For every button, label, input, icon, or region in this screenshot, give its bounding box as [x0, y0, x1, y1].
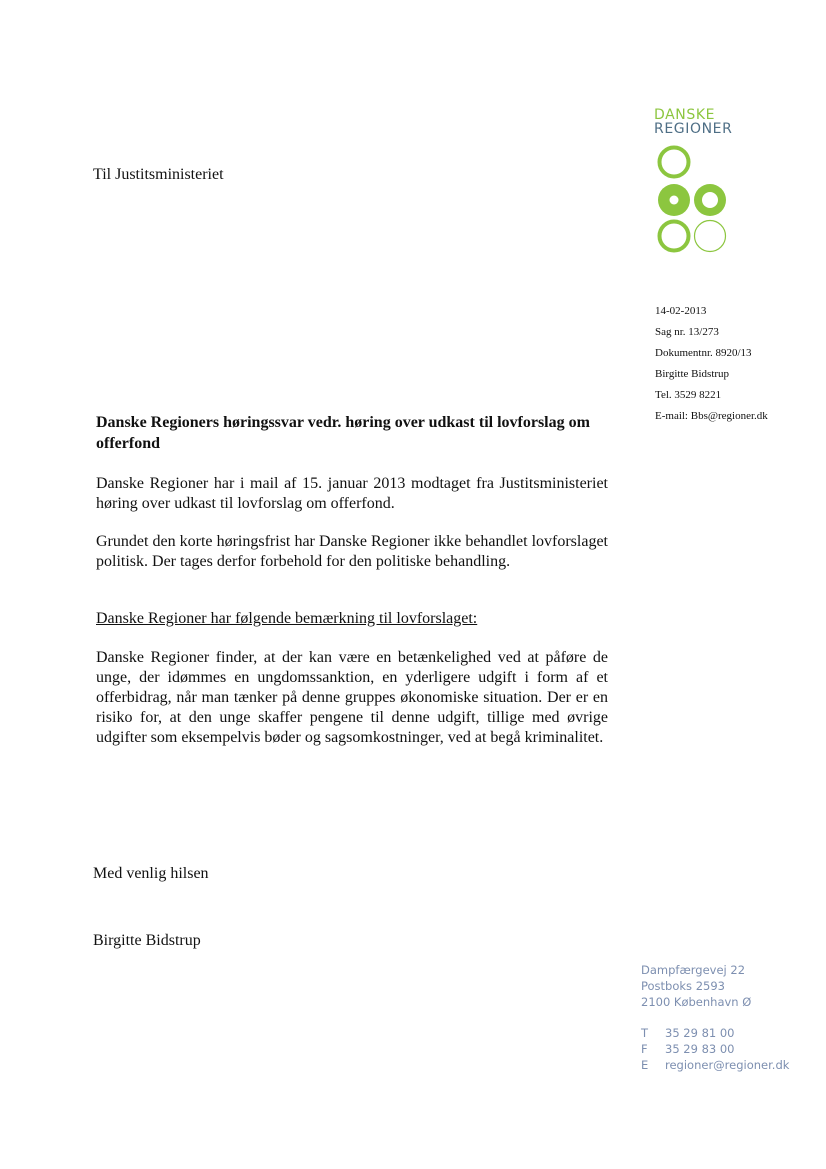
footer-phone-row [641, 1025, 789, 1041]
paragraph-1: Danske Regioner har i mail af 15. januar 2013 modtaget fra Justitsministeriet høring over udkast til lovforslag om offerfond. [96, 475, 608, 512]
footer-phone-label: T [641, 1026, 649, 1040]
logo-word-regioner: REGIONER [654, 121, 733, 137]
footer-pobox: Postboks 2593 [641, 979, 725, 993]
letter-subject: Danske Regioners høringssvar vedr. høring over udkast til lovforslag om offerfond [96, 414, 590, 452]
logo-circles-icon [654, 144, 734, 256]
logo-word-danske: DANSKE [654, 107, 716, 123]
meta-phone: Tel. 3529 8221 [655, 389, 722, 401]
footer-address [641, 962, 751, 1010]
footer-phone: 35 29 81 00 [665, 1026, 735, 1040]
meta-contact-name: Birgitte Bidstrup [655, 368, 730, 380]
footer-fax-label: F [641, 1042, 648, 1056]
danske-regioner-logo [654, 108, 744, 136]
paragraph-3: Danske Regioner finder, at der kan være en betænkelighed ved at påføre de unge, der idømmes en ungdomssanktion, en yderligere udgift i form af et offerbidrag, når man tænker på denne gruppes økonomiske situation. Der er en risiko for, at den unge skaffer pengene til denne udgift, tillige med øvrige udgifter som eksempelvis bøder og sagsomkostninger, ved at begå kriminalitet. [96, 649, 608, 746]
footer-email-label: E [641, 1058, 649, 1072]
remarks-heading: Danske Regioner har følgende bemærkning til lovforslaget: [96, 610, 478, 627]
closing: Med venlig hilsen [93, 865, 209, 882]
footer-email: regioner@regioner.dk [665, 1058, 790, 1072]
meta-case-number: Sag nr. 13/273 [655, 326, 719, 338]
document-metadata [655, 301, 768, 427]
recipient: Til Justitsministeriet [93, 166, 224, 183]
signer-name: Birgitte Bidstrup [93, 932, 201, 949]
meta-email: E-mail: Bbs@regioner.dk [655, 410, 768, 422]
footer-fax: 35 29 83 00 [665, 1042, 735, 1056]
footer-city: 2100 København Ø [641, 995, 752, 1009]
footer-contact [641, 1025, 789, 1073]
meta-date: 14-02-2013 [655, 305, 707, 317]
footer-street: Dampfærgevej 22 [641, 963, 746, 977]
meta-document-number: Dokumentnr. 8920/13 [655, 347, 752, 359]
paragraph-2: Grundet den korte høringsfrist har Danske Regioner ikke behandlet lovforslaget politisk. Der tages derfor forbehold for den politiske behandling. [96, 533, 608, 570]
footer-email-row [641, 1057, 789, 1073]
footer-fax-row [641, 1041, 789, 1057]
